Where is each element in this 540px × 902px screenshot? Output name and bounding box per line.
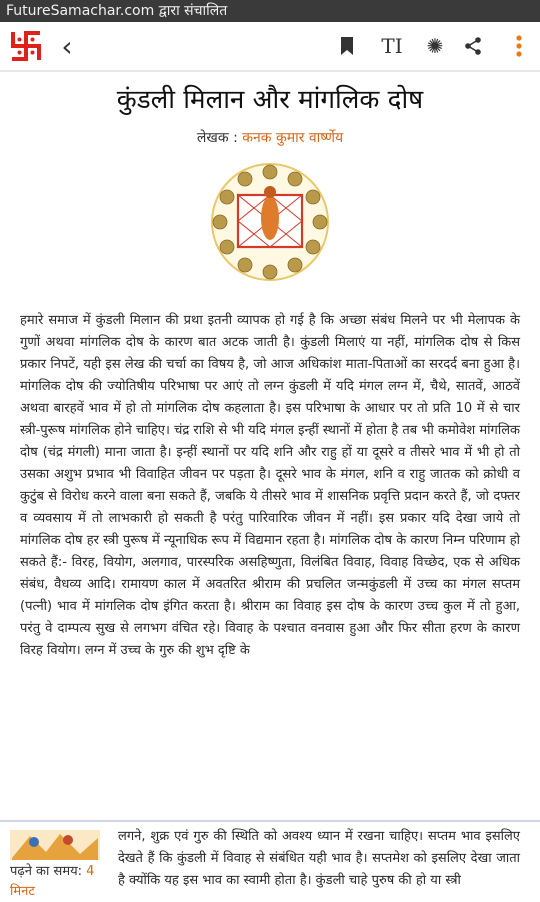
brightness-button[interactable] (420, 22, 450, 70)
article-thumbnail-image (10, 830, 100, 860)
more-vertical-icon (516, 35, 522, 57)
bookmark-button[interactable] (332, 22, 362, 70)
bookmark-icon (340, 36, 354, 56)
status-bar-text: FutureSamachar.com द्वारा संचालित (6, 3, 228, 19)
share-button[interactable] (458, 22, 488, 70)
article-body: हमारे समाज में कुंडली मिलान की प्रथा इतनी व्यापक हो गई है कि अच्छा संबंध मिलने पर भी मेलापक के गुणों अथवा मांगलिक दोष के कारण बात अटक जाती है। कुंडली मिलाएं या नहीं, मांगलिक दोष से किस प्रकार निपटें, यही इस लेख की चर्चा का विषय है, जो आज अधिकांश माता-पिताओं का सरदर्द बना हुआ है। मांगलिक दोष की ज्योतिषीय परिभाषा पर आएं तो लग्न कुंडली में यदि मंगल लग्न में, चैथे, सातवें, आठवें अथवा बारहवें भाव में हो तो मांगलिक दोष कहलाता है। इस परिभाषा के आधार पर तो प्रति 10 में से चार स्त्री-पुरूष मांगलिक होने चाहिए। चंद्र राशि से भी यदि मंगल इन्हीं स्थानों में होता है तब भी कमोवेश मांगलिक दोष (चंद्र मंगली) माना जाता है। इन्हीं स्थानों पर यदि शनि और राहु हों या दूसरे व तीसरे भाव में भी हो तो उसका अशुभ प्रभाव भी विवाहित जीवन पर पड़ता है। दूसरे भाव के मंगल, शनि व राहु जातक को क्रोधी व कुटुंब से विरोध करने वाला बना सकते हैं, जबकि ये तीसरे भाव में शासनिक प्रवृत्ति प्रदान करते हैं, जो दफ्तर व व्यवसाय में तो लाभकारी हो सकती है परंतु पारिवारिक जीवन में नहीं। इस प्रकार यदि देखा जाये तो मांगलिक दोष हर स्त्री पुरूष में न्यूनाधिक रूप में विद्यमान रहता है। मांगलिक दोष के कारण निम्न परिणाम हो सकते हैं:- विरह, वियोग, अलगाव, पारस्परिक असहिष्णुता, विलंबित विवाह, विवाह विच्छेद, एक से अधिक संबंध, वैधव्य आदि। रामायण काल में अवतरित श्रीराम की प्रचलित जन्मकुंडली में उच्च का मंगल सप्तम (पत्नी) भाव में मांगलिक दोष इंगित करता है। श्रीराम का विवाह इस दोष के कारण उच्च कुल में तो हुआ, परंतु वे दाम्पत्य सुख से लगभग वंचित रहे। विवाह के पश्चात वनवास हुआ और फिर सीता हरण के कारण विरह वियोग। लग्न में उच्च के गुरु की शुभ दृष्टि के (20, 313, 520, 658)
kundli-zodiac-image (210, 162, 330, 282)
text-size-icon: TI (381, 34, 403, 58)
text-size-button[interactable] (374, 22, 410, 70)
back-arrow-icon: ‹ (61, 29, 73, 63)
back-button[interactable] (52, 22, 82, 70)
top-toolbar (0, 22, 540, 72)
read-time-value: 4 मिनट (10, 864, 95, 899)
author-name[interactable]: कनक कुमार वार्ष्णेय (242, 130, 344, 146)
share-icon (464, 37, 482, 55)
status-bar (0, 0, 540, 22)
article-continued-text: लगने, शुक्र एवं गुरु की स्थिति को अवश्य ध्यान में रखना चाहिए। सप्तम भाव इसलिए देखते हैं कि कुंडली में विवाह से संबंधित यही भाव है। सप्तमेश को इसलिए देखा जाता है क्योंकि यह इस भाव का स्वामी होता है। कुंडली चाहे पुरुष की हो या स्त्री (118, 829, 520, 888)
swastik-logo-icon[interactable] (6, 22, 46, 70)
reading-info-panel (0, 820, 540, 902)
author-label: लेखक : (196, 130, 238, 146)
read-time-label: पढ़ने का समय: (10, 864, 83, 879)
article-title: कुंडली मिलान और मांगलिक दोष (116, 85, 424, 115)
more-options-button[interactable] (504, 22, 534, 70)
author-line (0, 128, 540, 147)
read-time (10, 862, 120, 902)
brightness-icon: ✺ (426, 34, 444, 58)
